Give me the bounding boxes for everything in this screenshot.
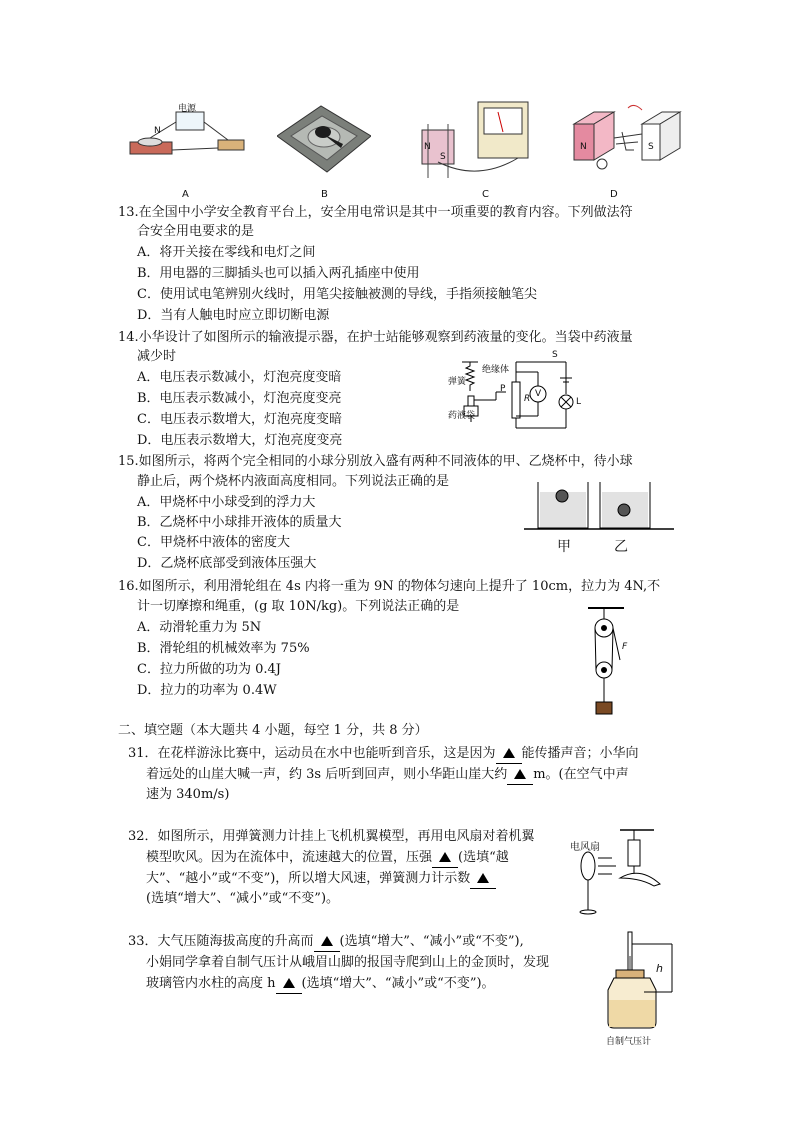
answer-triangle-icon <box>477 873 489 883</box>
q13-option-d: D．当有人触电时应立即切断电源 <box>137 308 330 323</box>
q15-option-b: B．乙烧杯中小球排开液体的质量大 <box>137 515 342 530</box>
figure-a-circuit <box>128 104 248 164</box>
q15-stem-line1: 15.如图所示，将两个完全相同的小球分别放入盛有两种不同液体的甲、乙烧杯中，待小球 <box>118 454 633 469</box>
q32-blank1 <box>432 849 458 868</box>
q14-option-b: B．电压表示数减小，灯泡亮度变亮 <box>137 391 342 406</box>
q32-fan-label: 电风扇 <box>570 842 600 853</box>
q14-stem-line2: 减少时 <box>137 349 177 364</box>
q13-stem-line1: 13.在全国中小学安全教育平台上，安全用电常识是其中一项重要的教育内容。下列做法符 <box>118 205 633 220</box>
caption-a: A <box>182 189 189 200</box>
q14-bag-label: 药液袋 <box>448 411 476 421</box>
fig-c-s-label: S <box>440 152 446 162</box>
q32-line2-a: 模型吹风。因为在流体中，流速越大的位置，压强 <box>146 850 433 865</box>
q16-option-c: C．拉力所做的功为 0.4J <box>137 662 281 677</box>
q14-spring-label: 弹簧 <box>448 377 467 387</box>
q32-blank2 <box>470 870 496 889</box>
answer-triangle-icon <box>503 748 515 758</box>
fig-d-n-label: N <box>580 142 587 152</box>
q31-line2-b: m。(在空气中声 <box>533 767 629 782</box>
q15-beakers-figure <box>524 478 674 534</box>
q31-line2 <box>146 766 629 785</box>
q14-r-label: R <box>524 394 531 404</box>
q14-l-label: L <box>576 397 582 407</box>
section2-title: 二、填空题（本大题共 4 小题，每空 1 分，共 8 分） <box>118 723 428 738</box>
q32-line1: 32．如图所示，用弹簧测力计挂上飞机机翼模型，再用电风扇对着机翼 <box>128 829 535 844</box>
fig-d-s-label: S <box>648 142 654 152</box>
caption-b: B <box>321 189 328 200</box>
q31-line3: 速为 340m/s) <box>146 787 230 802</box>
q15-label-jia: 甲 <box>557 539 571 555</box>
q33-line1 <box>128 933 524 952</box>
q14-circuit-figure <box>444 348 594 434</box>
q31-line1-b: 能传播声音；小华向 <box>521 746 639 761</box>
q33-line2: 小娟同学拿着自制气压计从峨眉山脚的报国寺爬到山上的金顶时，发现 <box>146 955 550 970</box>
q31-blank2 <box>507 766 533 785</box>
figure-d-generator <box>572 104 682 176</box>
q31-line1-a: 31．在花样游泳比赛中，运动员在水中也能听到音乐，这是因为 <box>128 746 496 761</box>
q14-option-d: D．电压表示数增大，灯泡亮度变亮 <box>137 433 343 448</box>
q33-barometer-figure <box>600 930 680 1030</box>
q32-line3 <box>146 870 496 889</box>
answer-triangle-icon <box>283 978 295 988</box>
answer-triangle-icon <box>321 936 333 946</box>
q16-stem-line1: 16.如图所示，利用滑轮组在 4s 内将一重为 9N 的物体匀速向上提升了 10cm，拉力为 4N,不 <box>118 579 661 594</box>
fig-a-power-label: 电源 <box>178 104 197 114</box>
answer-triangle-icon <box>439 852 451 862</box>
q14-s-label: S <box>552 350 558 360</box>
q16-option-a: A．动滑轮重力为 5N <box>137 620 262 635</box>
q33-line1-a: 33．大气压随海拔高度的升高而 <box>128 934 314 949</box>
caption-c: C <box>482 189 489 200</box>
q31-line2-a: 着远处的山崖大喊一声，约 3s 后听到回声，则小华距山崖大约 <box>146 767 508 782</box>
q32-line2 <box>146 849 509 868</box>
q32-line2-b: (选填“越 <box>458 850 509 865</box>
q16-option-b: B．滑轮组的机械效率为 75% <box>137 641 310 656</box>
q15-option-d: D．乙烧杯底部受到液体压强大 <box>137 556 317 571</box>
q14-insulator-label: 绝缘体 <box>482 365 510 375</box>
q14-option-a: A．电压表示数减小，灯泡亮度变暗 <box>137 370 342 385</box>
q32-line3-a: 大”、“越小”或“不变”)，所以增大风速，弹簧测力计示数 <box>146 871 471 886</box>
figure-c-meter <box>418 100 538 188</box>
q31-blank1 <box>496 745 522 764</box>
q14-option-c: C．电压表示数增大，灯泡亮度变暗 <box>137 412 342 427</box>
fig-a-n-label: N <box>154 126 161 136</box>
q33-line3 <box>146 975 495 994</box>
q16-pulley-figure <box>584 604 644 720</box>
q16-f-label: F <box>622 642 628 652</box>
q33-line1-b: (选填“增大”、“减小”或“不变”), <box>339 934 524 949</box>
figure-b-compass <box>277 104 371 174</box>
q15-option-c: C．甲烧杯中液体的密度大 <box>137 535 290 550</box>
q14-p-label: P <box>500 384 506 394</box>
q32-fan-figure <box>570 826 662 918</box>
q16-stem-line2: 计一切摩擦和绳重，(g 取 10N/kg)。下列说法正确的是 <box>137 599 460 614</box>
q33-line3-a: 玻璃管内水柱的高度 h <box>146 976 276 991</box>
q13-option-c: C．使用试电笔辨别火线时，用笔尖接触被测的导线，手指须接触笔尖 <box>137 287 537 302</box>
q33-line3-b: (选填“增大”、“减小”或“不变”)。 <box>301 976 495 991</box>
caption-d: D <box>610 189 618 200</box>
q33-figure-caption: 自制气压计 <box>606 1037 652 1047</box>
answer-triangle-icon <box>514 769 526 779</box>
q33-h-label: h <box>656 962 663 975</box>
q14-stem-line1: 14.小华设计了如图所示的输液提示器，在护士站能够观察到药液量的变化。当袋中药液量 <box>118 330 633 345</box>
q13-option-a: A．将开关接在零线和电灯之间 <box>137 245 316 260</box>
q14-v-label: V <box>535 389 542 399</box>
q33-blank2 <box>276 975 302 994</box>
q15-label-yi: 乙 <box>614 539 628 555</box>
q15-option-a: A．甲烧杯中小球受到的浮力大 <box>137 495 316 510</box>
q16-option-d: D．拉力的功率为 0.4W <box>137 683 277 698</box>
q32-line4: (选填“增大”、“减小”或“不变”)。 <box>146 891 340 906</box>
q15-stem-line2: 静止后，两个烧杯内液面高度相同。下列说法正确的是 <box>137 474 450 489</box>
q13-stem-line2: 合安全用电要求的是 <box>137 224 255 239</box>
fig-c-n-label: N <box>424 142 431 152</box>
q13-option-b: B．用电器的三脚插头也可以插入两孔插座中使用 <box>137 266 420 281</box>
q31-line1 <box>128 745 639 764</box>
q33-blank1 <box>314 933 340 952</box>
